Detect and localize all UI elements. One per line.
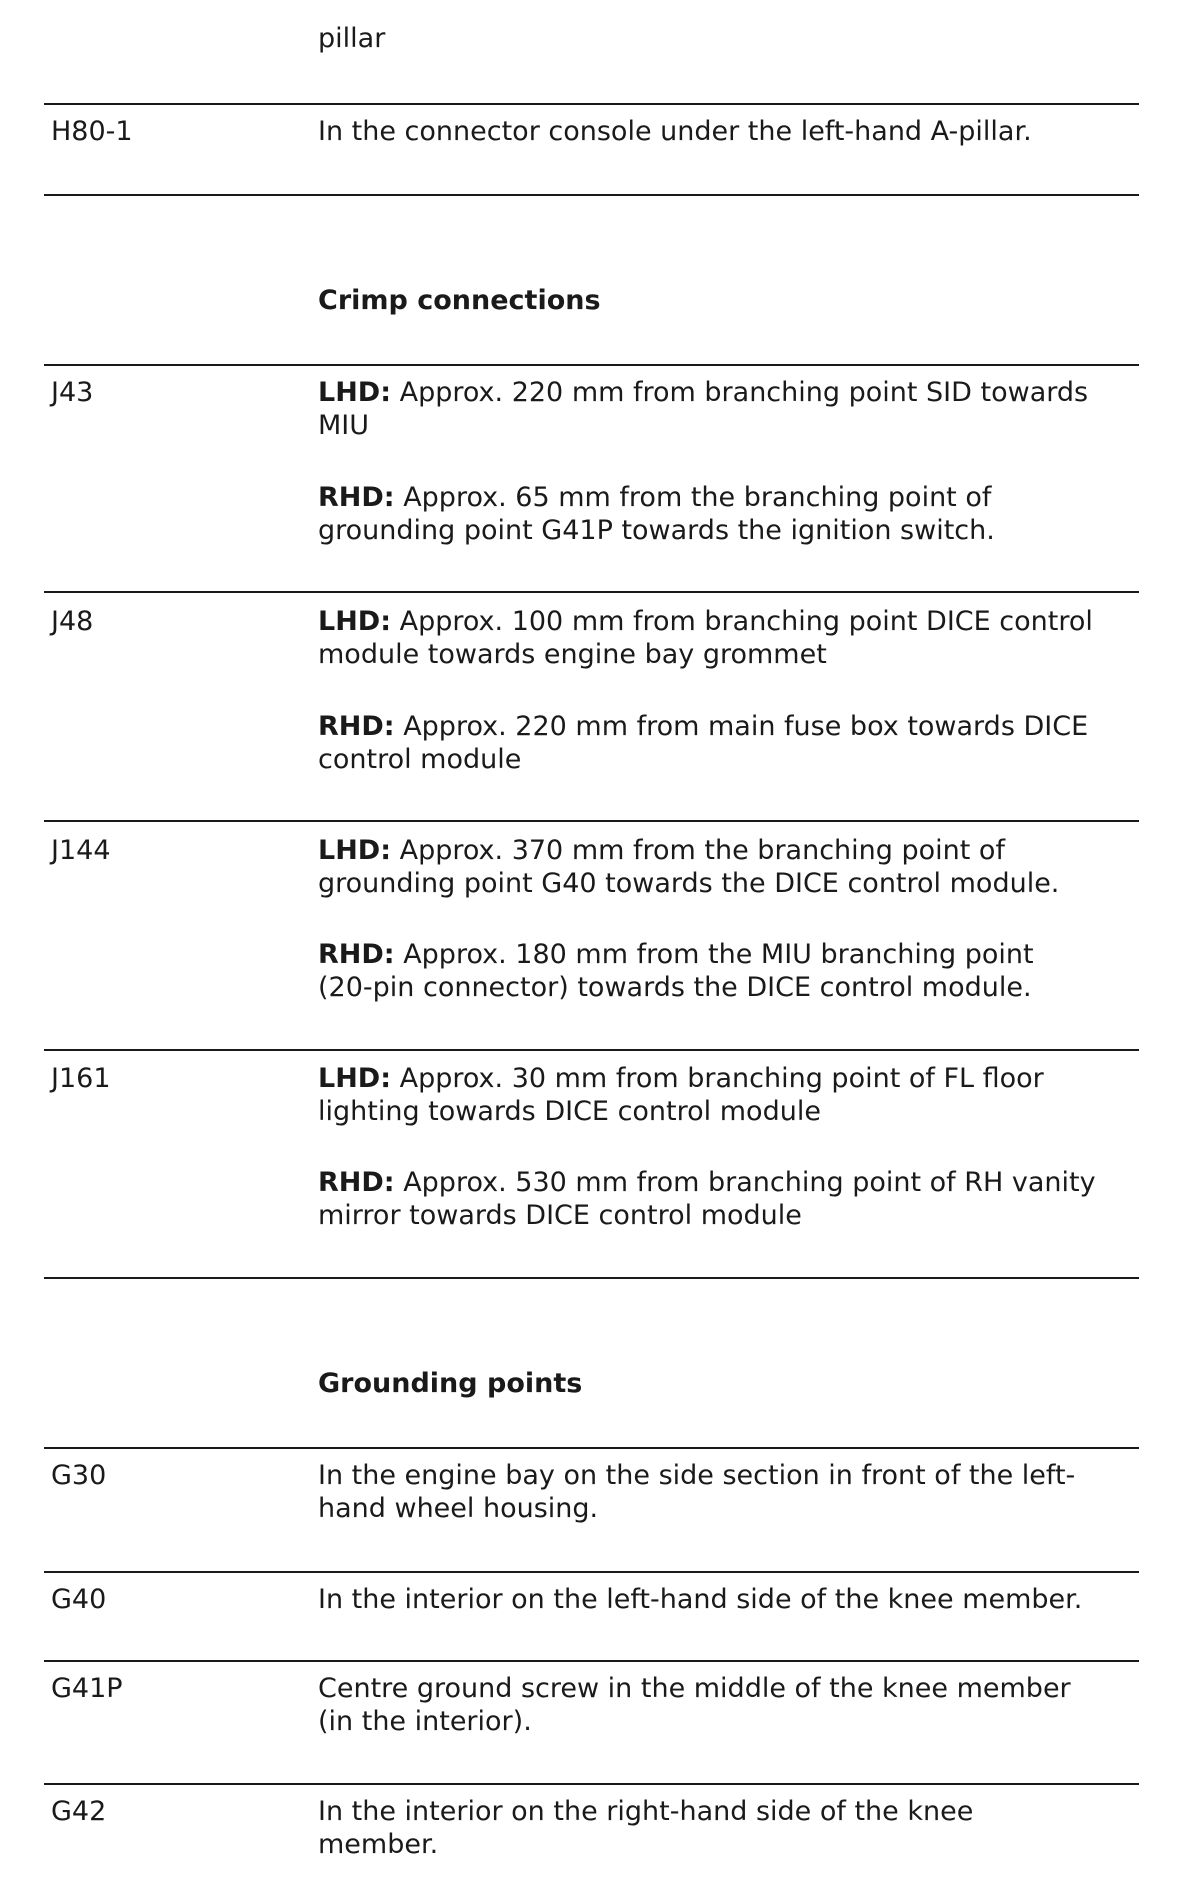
connector-location: In the connector console under the left-hand A-pillar. (318, 116, 1032, 147)
ground-location: In the interior on the right-hand side of the knee (318, 1796, 974, 1827)
rhd-label: RHD: (318, 711, 395, 742)
crimp-rhd-text (318, 710, 1088, 743)
lhd-label: LHD: (318, 1063, 392, 1094)
lhd-line: Approx. 100 mm from branching point DICE control (399, 606, 1093, 637)
ground-location-cont: hand wheel housing. (318, 1493, 599, 1524)
lhd-line: Approx. 370 mm from the branching point of (399, 835, 1005, 866)
lhd-line: Approx. 30 mm from branching point of FL floor (399, 1063, 1044, 1094)
crimp-id: J43 (51, 377, 94, 408)
row-divider (44, 591, 1139, 593)
row-divider (44, 1447, 1139, 1449)
crimp-rhd-text-cont: control module (318, 744, 522, 775)
ground-location: In the interior on the left-hand side of the knee member. (318, 1584, 1083, 1615)
crimp-lhd-text-cont: MIU (318, 410, 370, 441)
rhd-line: Approx. 65 mm from the branching point of (403, 482, 992, 513)
rhd-label: RHD: (318, 1167, 395, 1198)
ground-id: G30 (51, 1460, 107, 1491)
crimp-lhd-text (318, 376, 1088, 409)
crimp-lhd-text-cont: module towards engine bay grommet (318, 639, 827, 670)
lhd-label: LHD: (318, 377, 392, 408)
crimp-id: J144 (51, 835, 111, 866)
row-divider (44, 194, 1139, 196)
crimp-rhd-text-cont: (20-pin connector) towards the DICE control module. (318, 972, 1032, 1003)
section-heading-crimp: Crimp connections (318, 285, 601, 316)
rhd-line: Approx. 220 mm from main fuse box towards DICE (403, 711, 1089, 742)
crimp-lhd-text (318, 834, 1005, 867)
row-divider (44, 364, 1139, 366)
ground-location: Centre ground screw in the middle of the knee member (318, 1673, 1071, 1704)
rhd-line: Approx. 180 mm from the MIU branching point (403, 939, 1034, 970)
ground-id: G41P (51, 1673, 123, 1704)
row-divider (44, 1277, 1139, 1279)
crimp-rhd-text (318, 1166, 1096, 1199)
continued-text-fragment: pillar (318, 23, 386, 54)
row-divider (44, 1571, 1139, 1573)
row-divider (44, 1049, 1139, 1051)
crimp-lhd-text-cont: grounding point G40 towards the DICE control module. (318, 868, 1060, 899)
crimp-rhd-text-cont: mirror towards DICE control module (318, 1200, 802, 1231)
ground-location-cont: member. (318, 1829, 439, 1860)
rhd-label: RHD: (318, 939, 395, 970)
row-divider (44, 1660, 1139, 1662)
crimp-lhd-text (318, 1062, 1044, 1095)
lhd-label: LHD: (318, 606, 392, 637)
row-divider (44, 820, 1139, 822)
ground-id: G42 (51, 1796, 107, 1827)
rhd-label: RHD: (318, 482, 395, 513)
crimp-id: J48 (51, 606, 94, 637)
crimp-id: J161 (51, 1063, 111, 1094)
row-divider (44, 103, 1139, 105)
connector-id: H80-1 (51, 116, 133, 147)
ground-id: G40 (51, 1584, 107, 1615)
ground-location: In the engine bay on the side section in front of the left- (318, 1460, 1076, 1491)
crimp-rhd-text-cont: grounding point G41P towards the ignition switch. (318, 515, 995, 546)
section-heading-grounding: Grounding points (318, 1368, 583, 1399)
crimp-rhd-text (318, 938, 1034, 971)
ground-location-cont: (in the interior). (318, 1706, 532, 1737)
crimp-rhd-text (318, 481, 991, 514)
lhd-line: Approx. 220 mm from branching point SID towards (399, 377, 1089, 408)
rhd-line: Approx. 530 mm from branching point of RH vanity (403, 1167, 1096, 1198)
crimp-lhd-text-cont: lighting towards DICE control module (318, 1096, 821, 1127)
crimp-lhd-text (318, 605, 1093, 638)
lhd-label: LHD: (318, 835, 392, 866)
row-divider (44, 1783, 1139, 1785)
